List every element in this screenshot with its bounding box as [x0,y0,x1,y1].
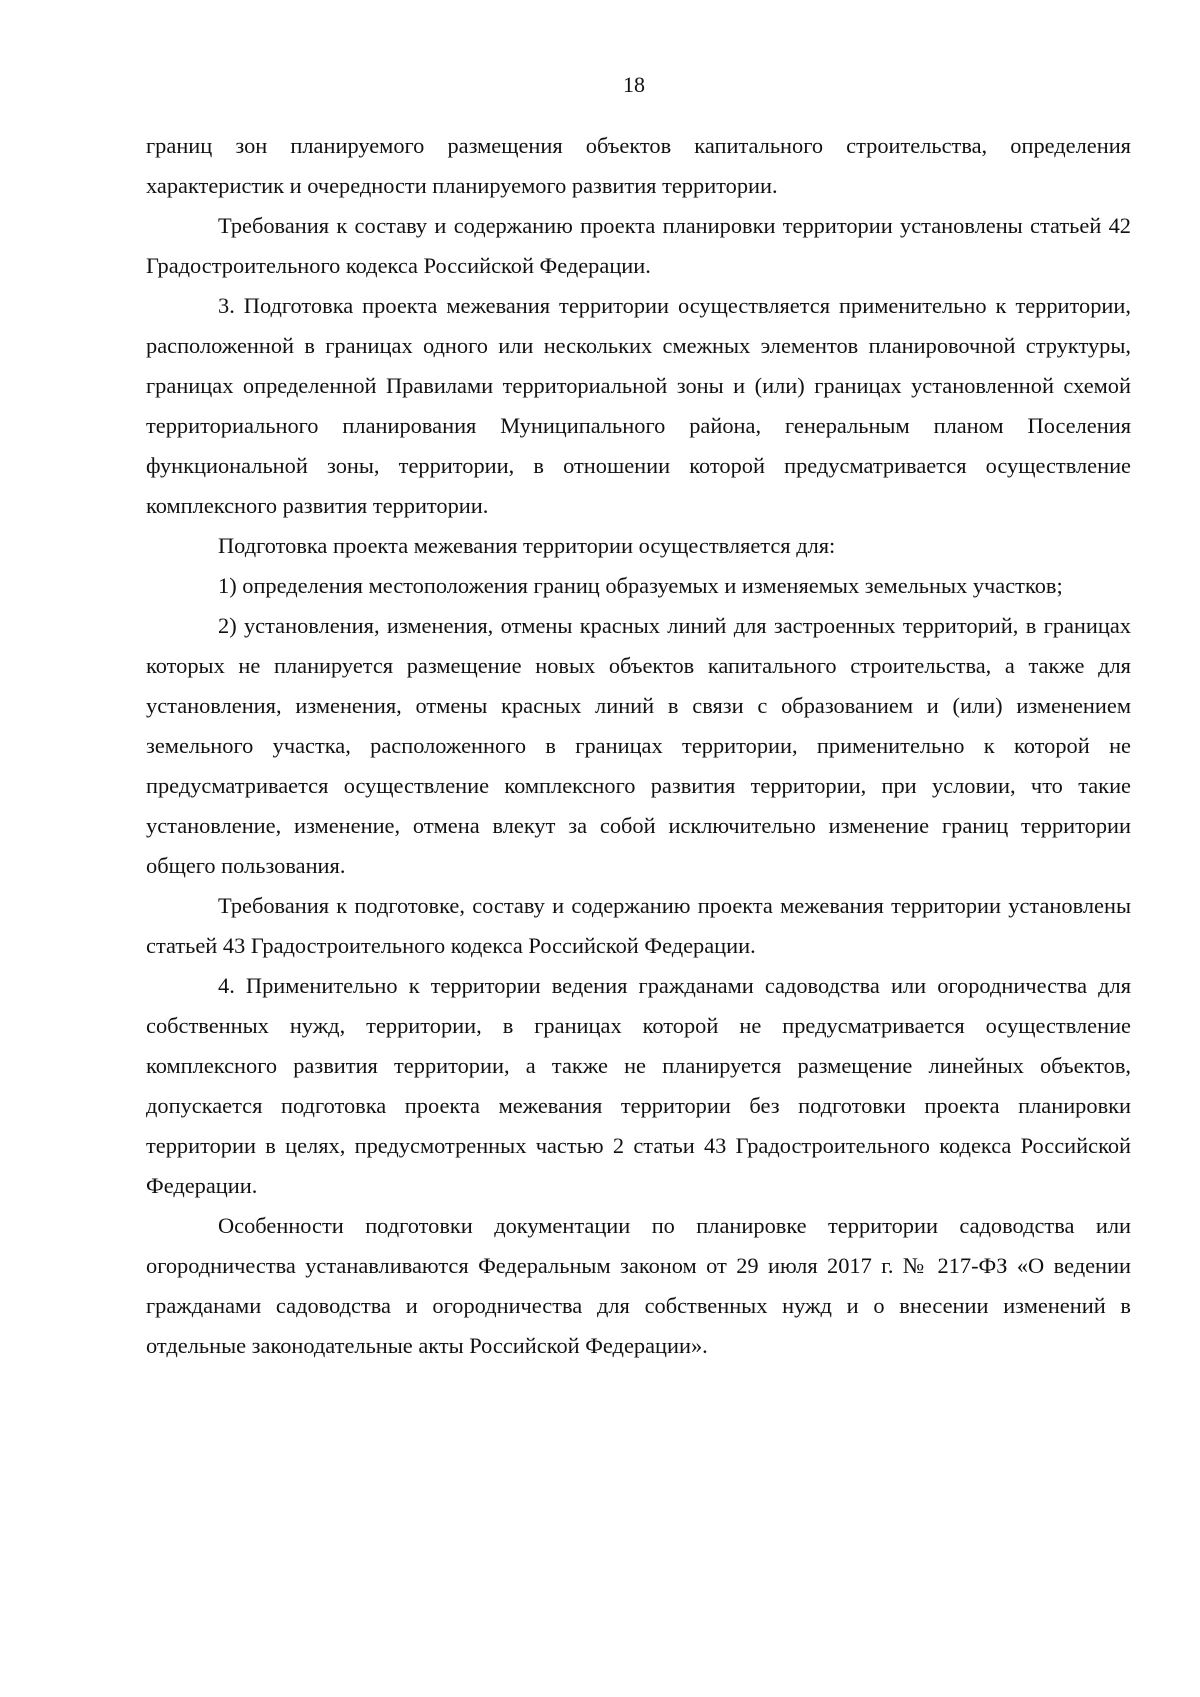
paragraph-item-4: 4. Применительно к территории ведения гражданами садоводства или огородничества для собственных нужд, территории, в границах которой не предусматривается осуществление комплексного развития территории, а также не планируется размещение линейных объектов, допускается подготовка проекта межевания территории без подготовки проекта планировки территории в целях, предусмотренных частью 2 статьи 43 Градостроительного кодекса Российской Федерации. [146,973,1131,1198]
list-item-2: 2) установления, изменения, отмены красных линий для застроенных территорий, в границах которых не планируется размещение новых объектов капитального строительства, а также для установления, изменения, отмены красных линий в связи с образованием и (или) изменением земельного участка, расположенного в границах территории, применительно к которой не предусматривается осуществление комплексного развития территории, при условии, что такие установление, изменение, отмена влекут за собой исключительно изменение границ территории общего пользования. [146,613,1131,878]
paragraph-continuation: границ зон планируемого размещения объектов капитального строительства, определения характеристик и очередности планируемого развития территории. [146,133,1131,198]
document-body [146,126,1131,1366]
paragraph-gardening-specifics: Особенности подготовки документации по планировке территории садоводства или огородничества устанавливаются Федеральным законом от 29 июля 2017 г. № 217-ФЗ «О ведении гражданами садоводства и огородничества для собственных нужд и о внесении изменений в отдельные законодательные акты Российской Федерации». [146,1213,1131,1358]
paragraph-survey-requirements: Требования к подготовке, составу и содержанию проекта межевания территории установлены статьей 43 Градостроительного кодекса Российской Федерации. [146,893,1131,958]
list-item-1: 1) определения местоположения границ образуемых и изменяемых земельных участков; [218,573,1063,598]
page-number: 18 [623,72,645,97]
paragraph-survey-purposes-intro: Подготовка проекта межевания территории осуществляется для: [218,533,836,558]
paragraph-item-3: 3. Подготовка проекта межевания территории осуществляется применительно к территории, расположенной в границах одного или нескольких смежных элементов планировочной структуры, границах определенной Правилами территориальной зоны и (или) границах установленной схемой территориального планирования Муниципального района, генеральным планом Поселения функциональной зоны, территории, в отношении которой предусматривается осуществление комплексного развития территории. [146,293,1131,518]
paragraph-planning-requirements: Требования к составу и содержанию проекта планировки территории установлены статьей 42 Градостроительного кодекса Российской Федерации. [146,213,1131,278]
